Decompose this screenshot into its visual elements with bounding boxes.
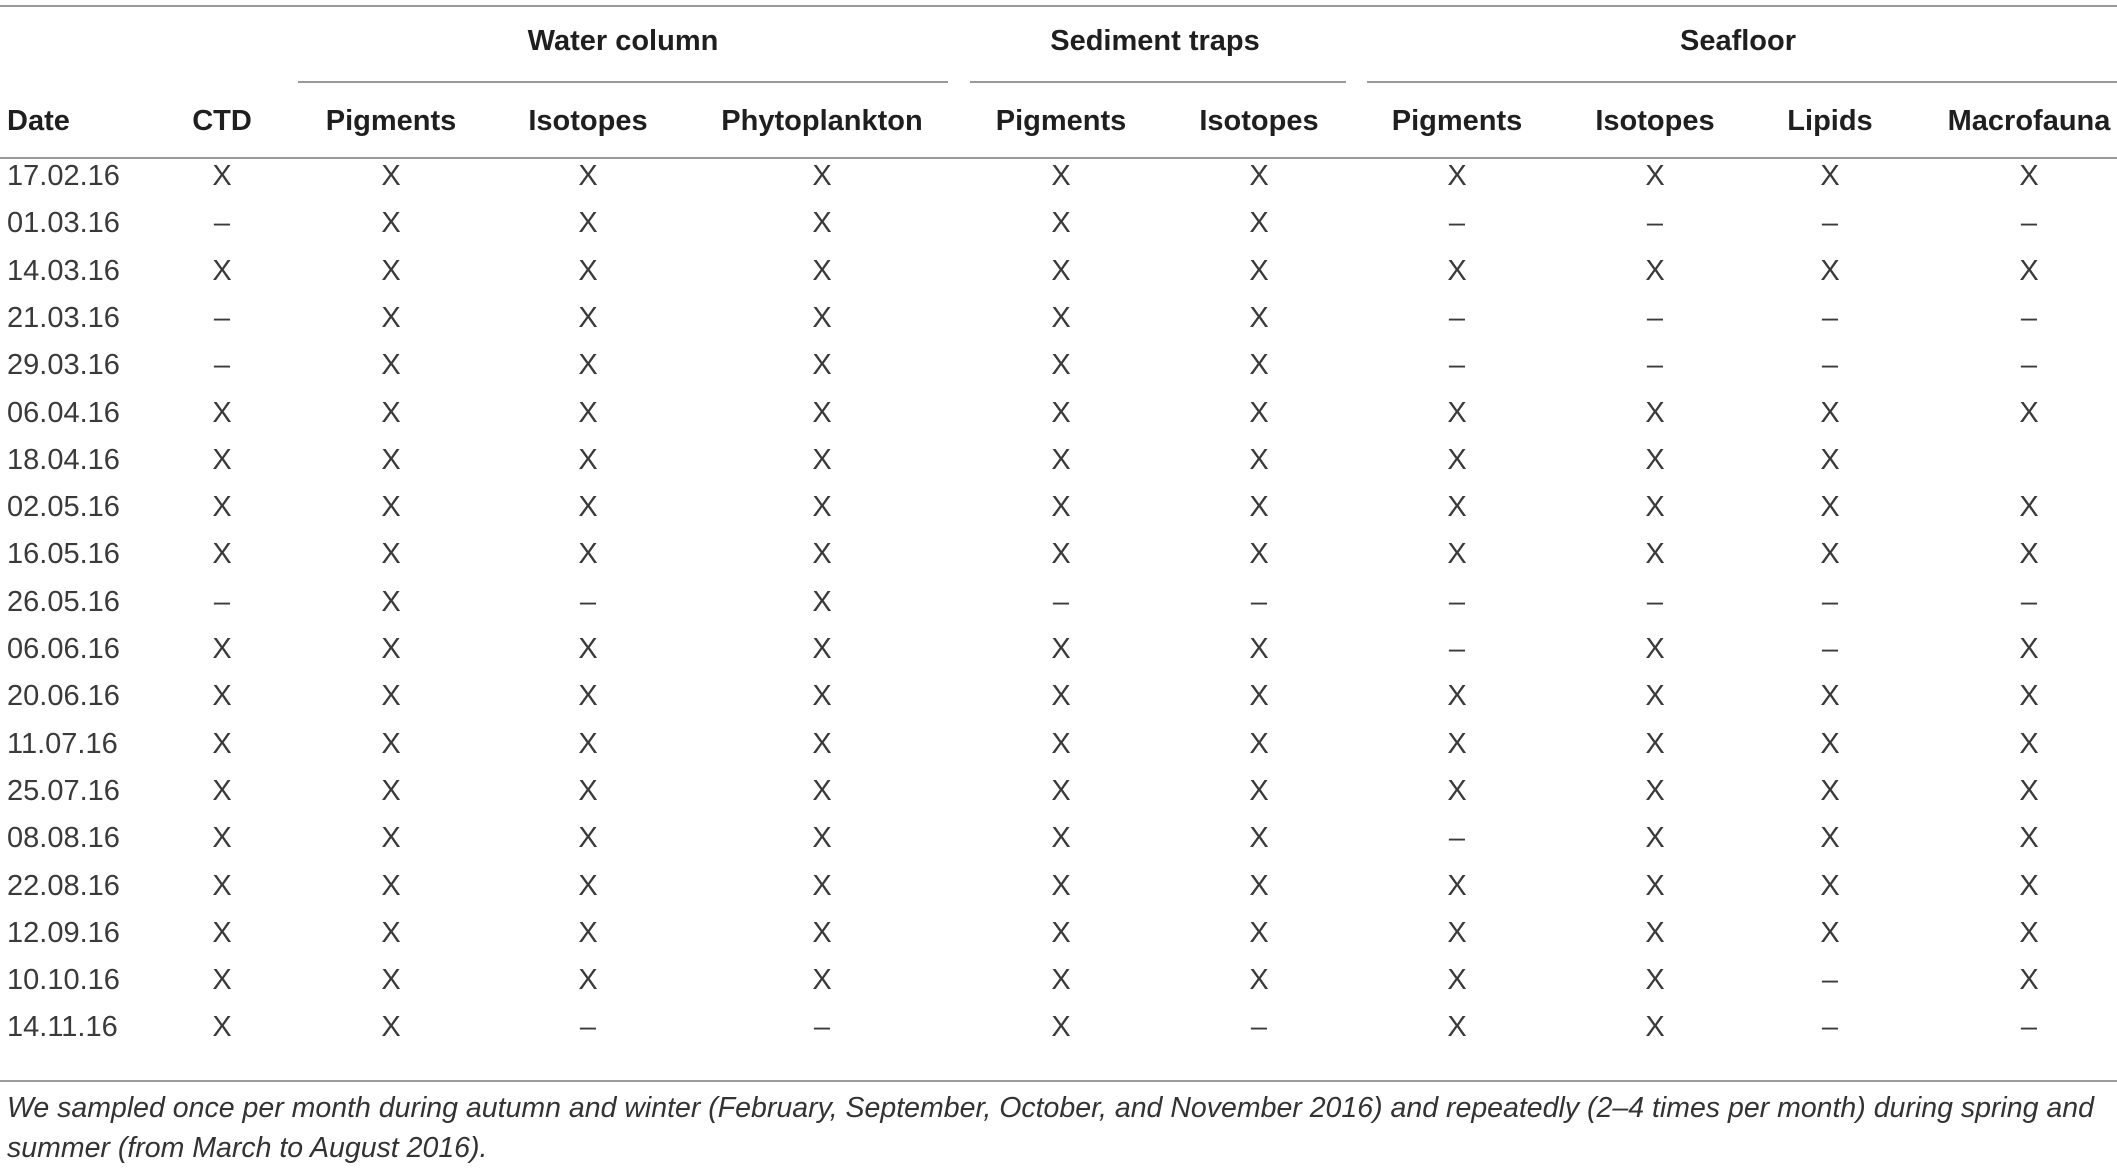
cell-wc-phytoplankton: X [812,727,832,760]
cell-sf-macrofauna: – [2020,207,2038,240]
cell-ctd: X [212,774,232,807]
cell-wc-isotopes: X [578,207,598,240]
cell-sf-lipids: X [1820,774,1840,807]
table-footnote: We sampled once per month during autumn and winter (February, September, October, and November 2016) and repeatedly (2–4 times per month) during spring and summer (from March to August 2016). [7,1092,2094,1164]
cell-sf-isotopes: X [1645,916,1665,949]
cell-wc-phytoplankton: X [812,680,832,713]
cell-sf-macrofauna: – [2020,1011,2038,1044]
cell-ctd: X [212,680,232,713]
cell-st-isotopes: X [1249,774,1269,807]
cell-sf-pigments: – [1448,822,1466,855]
row-date: 16.05.16 [7,538,120,571]
cell-ctd: X [212,822,232,855]
cell-wc-phytoplankton: X [812,585,832,618]
cell-sf-pigments: X [1447,1011,1467,1044]
cell-sf-isotopes: X [1645,680,1665,713]
cell-ctd: X [212,964,232,997]
cell-wc-pigments: X [381,254,401,287]
row-date: 14.03.16 [7,254,120,287]
cell-ctd: X [212,491,232,524]
cell-wc-isotopes: X [578,160,598,192]
cell-st-pigments: X [1051,964,1071,997]
cell-st-isotopes: – [1250,585,1268,618]
cell-wc-phytoplankton: X [812,160,832,192]
row-date: 26.05.16 [7,585,120,618]
cell-st-isotopes: X [1249,207,1269,240]
cell-wc-phytoplankton: X [812,869,832,902]
cell-wc-phytoplankton: X [812,822,832,855]
cell-ctd: – [213,349,231,382]
cell-wc-phytoplankton: X [812,443,832,476]
cell-wc-pigments: X [381,1011,401,1044]
cell-wc-pigments: X [381,964,401,997]
column-header-sf-lipids: Lipids [1787,105,1873,137]
cell-st-isotopes: X [1249,160,1269,192]
cell-wc-phytoplankton: X [812,964,832,997]
row-date: 02.05.16 [7,491,120,524]
cell-wc-phytoplankton: X [812,396,832,429]
cell-wc-pigments: X [381,443,401,476]
cell-wc-isotopes: X [578,916,598,949]
top-rule [0,5,2117,7]
cell-sf-lipids: – [1821,349,1839,382]
row-date: 06.06.16 [7,633,120,665]
cell-wc-pigments: X [381,774,401,807]
cell-sf-lipids: X [1820,822,1840,855]
cell-sf-lipids: X [1820,538,1840,571]
cell-sf-pigments: X [1447,160,1467,192]
cell-sf-pigments: X [1447,964,1467,997]
row-date: 06.04.16 [7,396,120,429]
cell-wc-phytoplankton: X [812,633,832,665]
cell-sf-lipids: X [1820,491,1840,524]
cell-wc-phytoplankton: X [812,538,832,571]
cell-st-pigments: – [1052,585,1070,618]
cell-ctd: X [212,916,232,949]
cell-st-pigments: X [1051,491,1071,524]
cell-wc-pigments: X [381,633,401,665]
cell-sf-macrofauna: X [2019,680,2039,713]
cell-sf-macrofauna: X [2019,964,2039,997]
cell-st-pigments: X [1051,680,1071,713]
cell-wc-isotopes: X [578,349,598,382]
cell-sf-pigments: X [1447,869,1467,902]
column-header-wc-pigments: Pigments [325,105,457,137]
cell-sf-isotopes: X [1645,822,1665,855]
cell-ctd: X [212,160,232,192]
cell-st-isotopes: X [1249,254,1269,287]
cell-sf-lipids: – [1821,585,1839,618]
cell-st-isotopes: X [1249,680,1269,713]
cell-sf-pigments: – [1448,301,1466,334]
cell-st-isotopes: X [1249,916,1269,949]
cell-st-pigments: X [1051,916,1071,949]
cell-wc-isotopes: X [578,680,598,713]
cell-wc-phytoplankton: X [812,254,832,287]
column-header-st-pigments: Pigments [995,105,1127,137]
cell-wc-isotopes: X [578,869,598,902]
cell-st-pigments: X [1051,396,1071,429]
cell-ctd: X [212,538,232,571]
cell-wc-pigments: X [381,491,401,524]
cell-ctd: X [212,396,232,429]
column-header-st-isotopes: Isotopes [1199,105,1319,137]
cell-sf-isotopes: – [1646,585,1664,618]
cell-sf-lipids: X [1820,160,1840,192]
cell-st-isotopes: X [1249,964,1269,997]
cell-sf-macrofauna: X [2019,491,2039,524]
column-header-ctd: CTD [192,105,252,137]
cell-st-pigments: X [1051,301,1071,334]
cell-sf-isotopes: X [1645,491,1665,524]
cell-sf-isotopes: X [1645,396,1665,429]
cell-wc-isotopes: – [579,1011,597,1044]
cell-sf-pigments: X [1447,254,1467,287]
cell-sf-pigments: X [1447,396,1467,429]
row-date: 21.03.16 [7,301,120,334]
cell-wc-isotopes: X [578,396,598,429]
cell-sf-lipids: – [1821,1011,1839,1044]
cell-st-pigments: X [1051,207,1071,240]
column-header-wc-phytoplankton: Phytoplankton [721,105,923,137]
cell-sf-macrofauna: X [2019,727,2039,760]
column-header-date: Date [7,105,70,137]
cell-sf-macrofauna: X [2019,254,2039,287]
cell-st-pigments: X [1051,869,1071,902]
cell-sf-macrofauna: – [2020,301,2038,334]
cell-sf-pigments: X [1447,916,1467,949]
cell-wc-isotopes: X [578,301,598,334]
cell-st-pigments: X [1051,443,1071,476]
cell-ctd: – [213,301,231,334]
column-header-sf-macrofauna: Macrofauna [1947,105,2111,137]
cell-st-isotopes: X [1249,301,1269,334]
cell-sf-macrofauna: X [2019,160,2039,192]
cell-wc-pigments: X [381,207,401,240]
cell-sf-macrofauna: X [2019,538,2039,571]
group-header-seafloor: Seafloor [1679,25,1797,57]
cell-sf-pigments: – [1448,585,1466,618]
cell-sf-pigments: – [1448,633,1466,665]
cell-wc-isotopes: X [578,491,598,524]
row-date: 25.07.16 [7,774,120,807]
row-date: 29.03.16 [7,349,120,382]
cell-sf-isotopes: – [1646,207,1664,240]
column-header-sf-pigments: Pigments [1391,105,1523,137]
cell-wc-phytoplankton: – [813,1011,831,1044]
cell-sf-lipids: X [1820,680,1840,713]
row-date: 12.09.16 [7,916,120,949]
row-date: 22.08.16 [7,869,120,902]
cell-ctd: – [213,207,231,240]
row-date: 01.03.16 [7,207,120,240]
cell-wc-phytoplankton: X [812,916,832,949]
group-header-sediment-traps: Sediment traps [1050,25,1260,57]
cell-st-pigments: X [1051,538,1071,571]
cell-st-isotopes: X [1249,443,1269,476]
cell-st-pigments: X [1051,633,1071,665]
cell-ctd: X [212,1011,232,1044]
cell-ctd: X [212,443,232,476]
column-header-wc-isotopes: Isotopes [528,105,648,137]
cell-wc-isotopes: X [578,774,598,807]
cell-st-isotopes: X [1249,396,1269,429]
cell-sf-macrofauna: X [2019,916,2039,949]
cell-sf-isotopes: X [1645,774,1665,807]
cell-sf-lipids: X [1820,396,1840,429]
cell-st-isotopes: X [1249,349,1269,382]
cell-sf-lipids: X [1820,254,1840,287]
cell-sf-pigments: X [1447,680,1467,713]
cell-wc-isotopes: X [578,822,598,855]
cell-wc-phytoplankton: X [812,774,832,807]
cell-sf-pigments: X [1447,727,1467,760]
cell-sf-macrofauna: – [2020,585,2038,618]
group-rule-water-column [298,81,948,83]
cell-sf-isotopes: X [1645,633,1665,665]
row-date: 11.07.16 [7,727,118,760]
cell-wc-pigments: X [381,585,401,618]
cell-sf-macrofauna: X [2019,633,2039,665]
cell-wc-isotopes: – [579,585,597,618]
cell-sf-macrofauna: – [2020,349,2038,382]
cell-wc-phytoplankton: X [812,491,832,524]
cell-sf-isotopes: X [1645,538,1665,571]
cell-wc-pigments: X [381,916,401,949]
cell-sf-isotopes: X [1645,160,1665,192]
cell-st-pigments: X [1051,254,1071,287]
cell-wc-pigments: X [381,301,401,334]
cell-sf-pigments: X [1447,443,1467,476]
cell-sf-pigments: – [1448,349,1466,382]
cell-wc-isotopes: X [578,633,598,665]
cell-st-isotopes: X [1249,491,1269,524]
cell-sf-isotopes: X [1645,869,1665,902]
cell-sf-isotopes: X [1645,1011,1665,1044]
cell-sf-lipids: – [1821,633,1839,665]
cell-sf-isotopes: – [1646,349,1664,382]
group-header-water-column: Water column [527,25,719,57]
cell-sf-pigments: X [1447,491,1467,524]
cell-sf-pigments: – [1448,207,1466,240]
cell-ctd: X [212,727,232,760]
cell-sf-macrofauna: X [2019,869,2039,902]
cell-sf-lipids: – [1821,207,1839,240]
cell-sf-isotopes: X [1645,254,1665,287]
row-date: 17.02.16 [7,160,120,192]
cell-ctd: – [213,585,231,618]
cell-sf-isotopes: X [1645,727,1665,760]
cell-sf-macrofauna: X [2019,774,2039,807]
cell-sf-lipids: X [1820,916,1840,949]
cell-wc-pigments: X [381,727,401,760]
cell-wc-pigments: X [381,349,401,382]
cell-st-isotopes: X [1249,869,1269,902]
cell-wc-isotopes: X [578,254,598,287]
cell-sf-lipids: – [1821,964,1839,997]
row-date: 14.11.16 [7,1011,118,1044]
cell-sf-isotopes: X [1645,964,1665,997]
cell-st-pigments: X [1051,727,1071,760]
cell-st-pigments: X [1051,349,1071,382]
cell-wc-isotopes: X [578,538,598,571]
cell-wc-isotopes: X [578,727,598,760]
cell-st-pigments: X [1051,1011,1071,1044]
cell-st-isotopes: X [1249,538,1269,571]
cell-ctd: X [212,633,232,665]
cell-sf-lipids: X [1820,869,1840,902]
cell-st-pigments: X [1051,160,1071,192]
cell-wc-pigments: X [381,822,401,855]
cell-wc-pigments: X [381,538,401,571]
cell-sf-lipids: X [1820,443,1840,476]
cell-st-isotopes: – [1250,1011,1268,1044]
cell-ctd: X [212,254,232,287]
cell-sf-lipids: X [1820,727,1840,760]
cell-wc-isotopes: X [578,443,598,476]
cell-wc-pigments: X [381,680,401,713]
group-rule-seafloor [1367,81,2117,83]
cell-st-pigments: X [1051,774,1071,807]
cell-sf-isotopes: – [1646,301,1664,334]
cell-sf-macrofauna: X [2019,822,2039,855]
row-date: 08.08.16 [7,822,120,855]
cell-sf-isotopes: X [1645,443,1665,476]
cell-st-isotopes: X [1249,727,1269,760]
cell-wc-pigments: X [381,160,401,192]
cell-st-pigments: X [1051,822,1071,855]
cell-wc-pigments: X [381,869,401,902]
cell-sf-lipids: – [1821,301,1839,334]
row-date: 20.06.16 [7,680,120,713]
cell-wc-phytoplankton: X [812,301,832,334]
bottom-rule [0,1080,2117,1082]
cell-wc-isotopes: X [578,964,598,997]
cell-sf-macrofauna: X [2019,396,2039,429]
row-date: 18.04.16 [7,443,120,476]
cell-wc-phytoplankton: X [812,349,832,382]
column-header-sf-isotopes: Isotopes [1595,105,1715,137]
cell-st-isotopes: X [1249,822,1269,855]
cell-wc-pigments: X [381,396,401,429]
cell-sf-pigments: X [1447,538,1467,571]
cell-st-isotopes: X [1249,633,1269,665]
cell-ctd: X [212,869,232,902]
cell-sf-pigments: X [1447,774,1467,807]
group-rule-sediment-traps [970,81,1346,83]
row-date: 10.10.16 [7,964,120,997]
cell-wc-phytoplankton: X [812,207,832,240]
